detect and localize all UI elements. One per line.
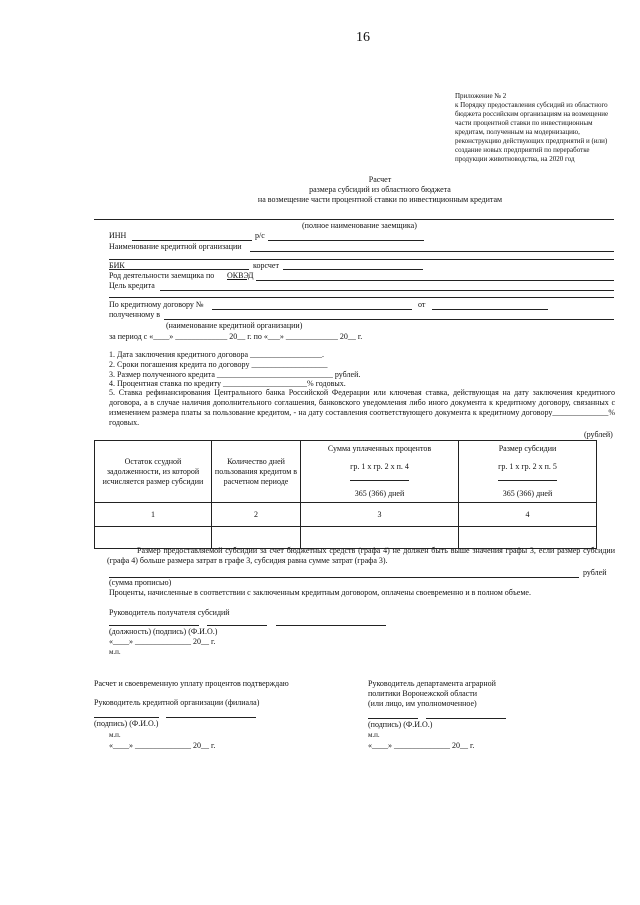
col3-numerator: гр. 1 х гр. 2 х п. 4 [350,462,409,481]
currency-note: (рублей) [584,430,613,439]
received-in-field[interactable] [164,319,614,320]
appendix-line: реконструкцию действующих предприятий и (или) [455,137,608,145]
dept-head-label-2: политики Воронежской области [368,689,477,698]
appendix-line: создание новых предприятий по переработке [455,146,590,154]
bank-sign-caption: (подпись) (Ф.И.О.) [94,719,159,728]
appendix-line: части процентной ставки по инвестиционным [455,119,593,127]
from-label: от [418,300,426,309]
dept-signature-field[interactable] [368,718,418,719]
korschet-field[interactable] [283,269,423,270]
doc-title: Расчет [368,175,392,184]
received-in-label: полученному в [109,310,160,319]
recipient-signature-field[interactable] [207,625,267,626]
bank-name-field[interactable] [250,251,614,252]
item-4: 4. Процентная ставка по кредиту _____________________% годовых. [109,379,346,388]
appendix-line: продукции животноводства, на 2020 год [455,155,575,163]
recipient-fio-field[interactable] [276,625,386,626]
borrower-line[interactable] [94,219,614,220]
dept-head-label-3: (или лицо, им уполномоченное) [368,699,477,708]
rub-label: рублей [583,568,607,577]
bank-fio-field[interactable] [166,717,256,718]
recipient-caption: (должность) (подпись) (Ф.И.О.) [109,627,218,636]
activity-label: Род деятельности заемщика по [109,271,215,280]
korschet-label: корсчет [253,261,279,270]
dept-stamp: м.п. [368,731,380,739]
recipient-head-label: Руководитель получателя субсидий [109,608,230,617]
appendix-line: к Порядку предоставления субсидий из областного [455,101,608,109]
appendix-line: кредитам, полученным на модернизацию, [455,128,580,136]
activity-field[interactable] [256,280,614,281]
table-cell: 3 [301,503,459,527]
appendix-title: Приложение № 2 [455,92,507,100]
col4-numerator: гр. 1 х гр. 2 х п. 5 [498,462,557,481]
doc-subtitle: размера субсидий из областного бюджета [309,185,451,194]
purpose-field[interactable] [160,290,614,291]
contract-date-field[interactable] [432,309,548,310]
col3-formula [350,462,409,499]
org-caption: (наименование кредитной организации) [166,321,303,330]
subsidy-note: Размер предоставляемой субсидии за счет бюджетных средств (графа 4) не должен быть выше значения графы 3, если размер субсидии (графа 4) больше размера затрат в графе 3, субсидия равна сумме затрат (графа 3). [107,546,615,565]
bank-signature-field[interactable] [94,717,159,718]
bank-name-label: Наименование кредитной организации [109,242,242,251]
recipient-stamp: м.п. [109,648,121,656]
col4-title: Размер субсидии [498,444,557,453]
bik-label: БИК [109,261,125,270]
item-2: 2. Сроки погашения кредита по договору ___________________ [109,360,328,369]
borrower-caption: (полное наименование заемщика) [302,221,417,230]
table-cell: 1 [95,503,212,527]
table-header-cell: Остаток ссудной задолженности, из которой исчисляется размер субсидии [95,441,212,503]
table-header-cell: Количество дней пользования кредитом в расчетном периоде [212,441,301,503]
table-header-row [95,441,597,503]
col4-denominator: 365 (366) дней [502,489,553,498]
interest-statement: Проценты, начисленные в соответствии с заключенным кредитным договором, оплачены своевременно и в полном объеме. [109,588,531,597]
purpose-field-2[interactable] [109,297,614,298]
item-3: 3. Размер полученного кредита _____________________________ рублей. [109,370,361,379]
page-number: 16 [356,30,370,45]
dept-date[interactable]: «____» ______________ 20__ г. [368,741,475,750]
sum-caption: (сумма прописью) [109,578,172,587]
recipient-date[interactable]: «____» ______________ 20__ г. [109,637,216,646]
purpose-label: Цель кредита [109,281,155,290]
col3-title: Сумма уплаченных процентов [327,444,432,453]
dept-sign-caption: (подпись) (Ф.И.О.) [368,720,433,729]
rs-label: р/с [255,231,265,240]
table-cell: 2 [212,503,301,527]
inn-label: ИНН [109,231,127,240]
col3-denominator: 365 (366) дней [354,489,405,498]
inn-field[interactable] [132,240,252,241]
item-1: 1. Дата заключения кредитного договора __________________. [109,350,324,359]
rs-field[interactable] [268,240,424,241]
col4-formula [498,462,557,499]
dept-fio-field[interactable] [426,718,506,719]
table-header-cell [459,441,597,503]
table-numbers-row [95,503,597,527]
doc-subtitle-2: на возмещение части процентной ставки по инвестиционным кредитам [257,195,503,204]
recipient-position-field[interactable] [109,625,199,626]
dept-head-label: Руководитель департамента аграрной [368,679,496,688]
contract-label: По кредитному договору № [109,300,204,309]
bank-date[interactable]: «____» ______________ 20__ г. [109,741,216,750]
bank-head-label: Руководитель кредитной организации (филиала) [94,698,260,707]
bank-name-field-2[interactable] [109,259,614,260]
item-5: 5. Ставка рефинансирования Центрального банка Российской Федерации или ключевая ставка, действующая на дату заключения кредитного договора, а в случае наличия дополнительного соглашения, банковского уведомления либо иного документа к кредитному договору, связанных с изменением размера платы за пользование кредитом, - на дату составления соответствующего документа к кредитному договору______________% годовых. [109,388,615,427]
appendix-line: бюджета российским организациям на возмещение [455,110,609,118]
bank-stamp: м.п. [109,731,121,739]
okved-label: ОКВЭД [227,271,254,280]
subsidy-table [94,440,597,549]
table-header-cell [301,441,459,503]
confirm-label: Расчет и своевременную уплату процентов подтверждаю [94,679,289,688]
contract-number-field[interactable] [212,309,412,310]
bik-field[interactable] [109,269,249,270]
period-line[interactable]: за период с «____» _____________ 20__ г. по «___» _____________ 20__ г. [109,332,363,341]
table-cell: 4 [459,503,597,527]
sum-in-words-field[interactable] [109,577,579,578]
